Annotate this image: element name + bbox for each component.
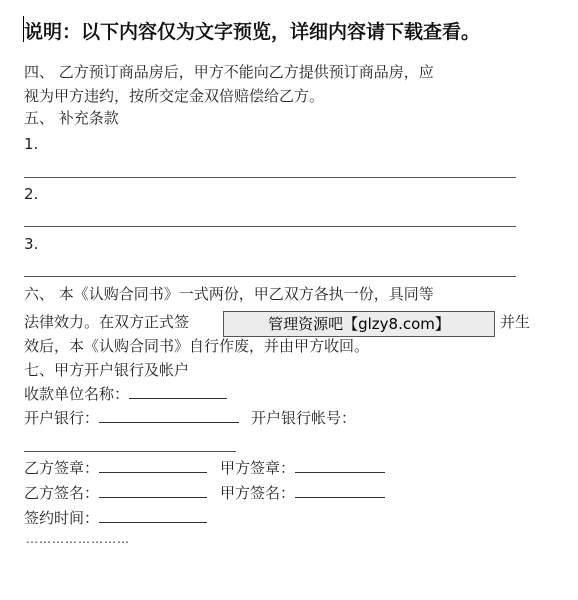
party-a-seal-blank [295, 458, 385, 473]
clause-5-item-2: 2. [24, 185, 39, 203]
blank-line-3 [24, 276, 516, 277]
blank-line-2 [24, 226, 516, 227]
party-a-sign-blank [295, 483, 385, 498]
party-a-sign-label: 甲方签名： [220, 484, 296, 502]
account-number-label: 开户银行帐号： [251, 409, 357, 427]
sign-time-blank [99, 508, 207, 523]
clause-6-line-3: 效后，本《认购合同书》自行作废，并由甲方收回。 [24, 337, 370, 355]
clause-6-line-1: 六、 本《认购合同书》一式两份，甲乙双方各执一份，具同等 [24, 285, 434, 303]
signature-row [24, 483, 385, 503]
sign-time-row [24, 508, 207, 528]
clause-6-line-2-right: 并生 [500, 313, 531, 331]
account-number-blank [24, 451, 236, 452]
clause-4-line-1: 四、 乙方预订商品房后，甲方不能向乙方提供预订商品房，应 [24, 63, 434, 81]
clause-7-title: 七、甲方开户银行及帐户 [24, 361, 190, 379]
blank-line-1 [24, 177, 516, 178]
site-watermark: 管理资源吧【glzy8.com】 [223, 311, 495, 337]
party-a-seal-label: 甲方签章： [220, 459, 296, 477]
clause-5-title: 五、 补充条款 [24, 109, 119, 127]
sign-time-label: 签约时间： [24, 509, 100, 527]
party-b-seal-label: 乙方签章： [24, 459, 100, 477]
payee-name-field [24, 384, 227, 404]
seal-row [24, 458, 385, 478]
preview-notice-heading: 说明：以下内容仅为文字预览，详细内容请下载查看。 [24, 21, 481, 43]
clause-4-line-2: 视为甲方违约，按所交定金双倍赔偿给乙方。 [24, 87, 325, 105]
payee-name-label: 收款单位名称： [24, 385, 130, 403]
party-b-sign-label: 乙方签名： [24, 484, 100, 502]
party-b-sign-blank [99, 483, 207, 498]
clause-5-item-3: 3. [24, 235, 39, 253]
clause-6-line-2-left: 法律效力。在双方正式签 [24, 313, 190, 331]
party-b-seal-blank [99, 458, 207, 473]
payee-name-blank [129, 384, 227, 399]
bank-field [24, 408, 356, 428]
ellipsis-dots: …………………… [26, 532, 130, 546]
clause-5-item-1: 1. [24, 135, 39, 153]
bank-label: 开户银行： [24, 409, 100, 427]
bank-blank [99, 408, 239, 423]
